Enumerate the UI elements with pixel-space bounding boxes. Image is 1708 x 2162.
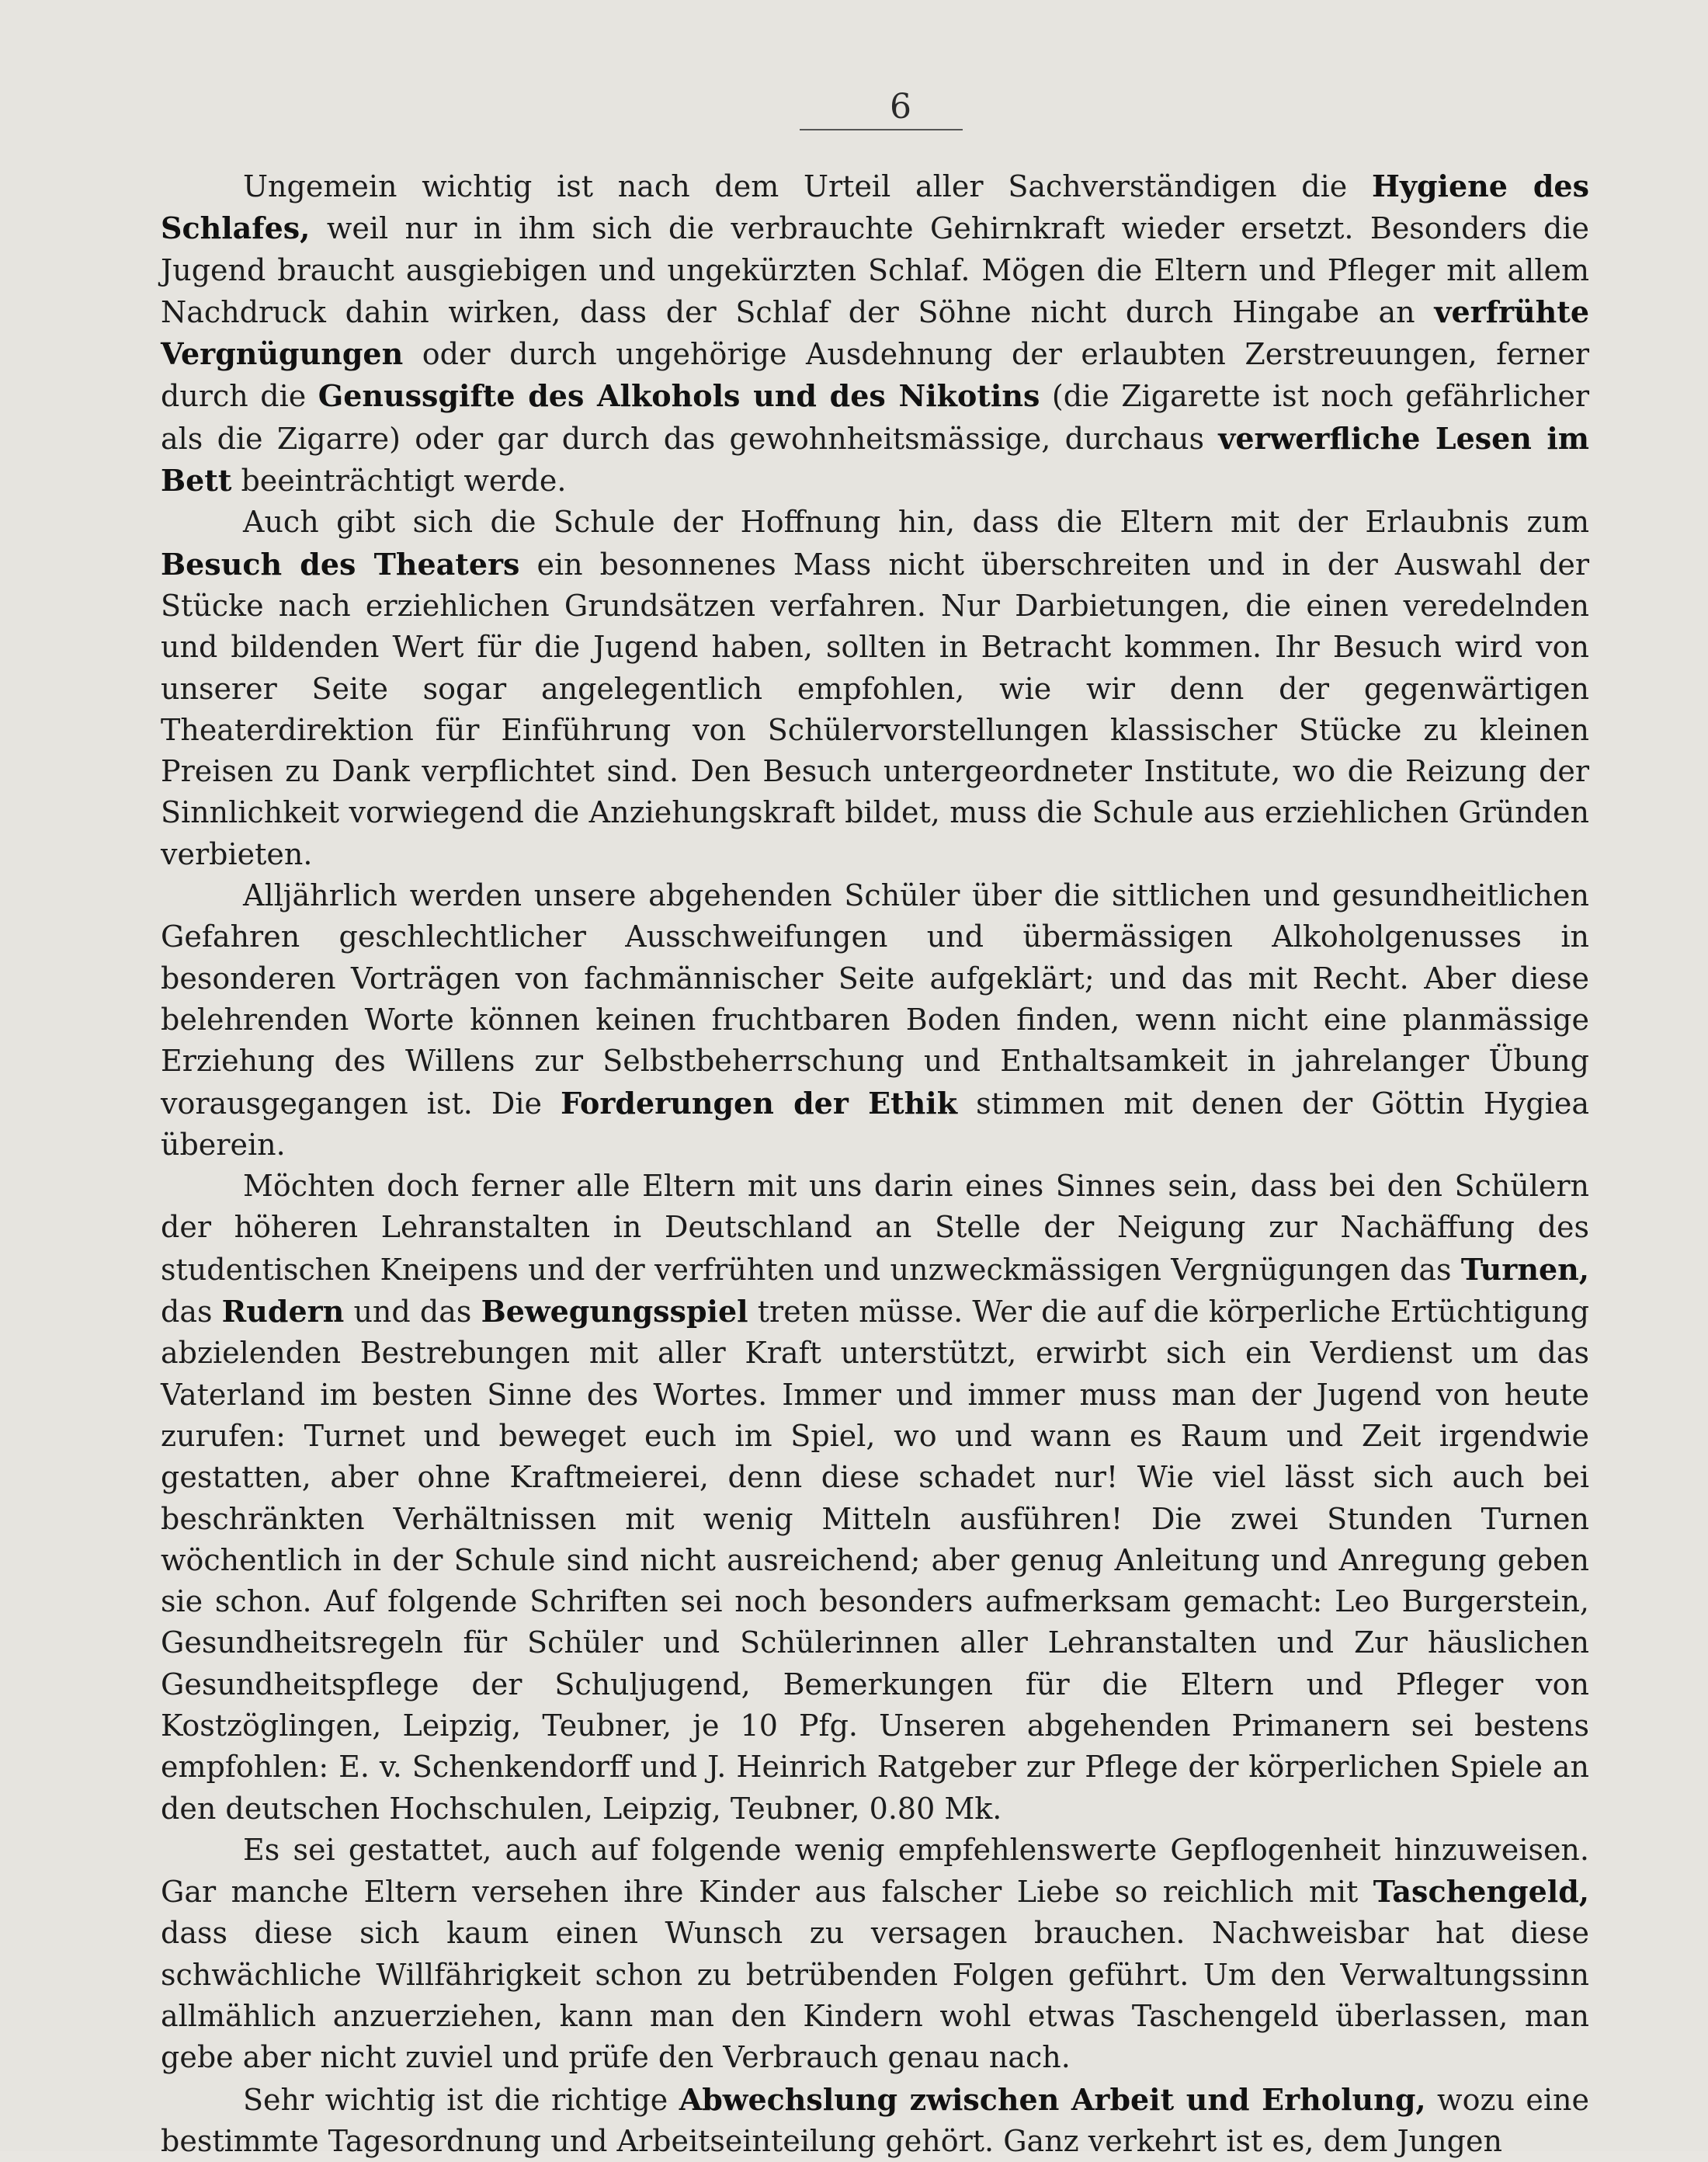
text-run: treten müsse. Wer die auf die körperliche Ertüchtigung abzielenden Bestrebungen mit aller Kraft unterstützt, erwirbt sich ein Verdienst um das Vaterland im besten Sinne des Wortes. Immer und immer muss man der Jugend von heute zurufen: Turnet und beweget euch im Spiel, wo und wann es Raum und Zeit irgendwie gestatten, aber ohne Kraftmeierei, denn diese schadet nur! Wie viel lässt sich auch bei beschränkten Verhältnissen mit wenig Mitteln ausführen! Die zwei Stunden Turnen wöchentlich in der Schule sind nicht ausreichend; aber genug Anleitung und Anregung geben sie schon. Auf folgende Schriften sei noch besonders aufmerksam gemacht: Leo Burgerstein, Gesundheitsregeln für Schüler und Schülerinnen aller Lehranstalten und Zur häuslichen Gesundheitspflege der Schuljugend, Bemerkungen für die Eltern und Pfleger von Kostzöglingen, Leipzig, Teubner, je 10 Pfg. Unseren abgehenden Primanern sei bestens empfohlen: E. v. Schenkendorff und J. Heinrich Ratgeber zur Pflege der körperlichen Spiele an den deutschen Hochschulen, Leipzig, Teubner, 0.80 Mk.	[161, 1295, 1589, 1826]
text-run: (die Zigarette ist noch gefährlicher als die Zigarre) oder gar durch das gewohnheitsmässige, durchaus	[161, 379, 1589, 456]
emphasized-text: verfrühte Vergnügungen	[161, 294, 1589, 372]
body-text	[161, 165, 1589, 2162]
text-run: Ungemein wichtig ist nach dem Urteil aller Sachverständigen die	[243, 169, 1372, 203]
paragraph	[161, 2079, 1589, 2162]
emphasized-text: Turnen,	[1460, 1251, 1589, 1287]
text-run: dass diese sich kaum einen Wunsch zu versagen brauchen. Nachweisbar hat diese schwächliche Willfährigkeit schon zu betrübenden Folgen geführt. Um den Verwaltungssinn allmählich anzuerziehen, kann man den Kindern wohl etwas Taschengeld überlassen, man gebe aber nicht zuviel und prüfe den Verbrauch genau nach.	[161, 1916, 1589, 2075]
emphasized-text: Genussgifte des Alkohols und des Nikotins	[318, 378, 1040, 414]
text-run: beeinträchtigt werde.	[231, 464, 567, 499]
emphasized-text: Taschengeld,	[1373, 1874, 1589, 1910]
page-number-rule	[800, 129, 963, 130]
paragraph	[161, 875, 1589, 1166]
emphasized-text: Hygiene des Schlafes,	[161, 169, 1589, 246]
paragraph	[161, 1830, 1589, 2079]
text-run: Möchten doch ferner alle Eltern mit uns darin eines Sinnes sein, dass bei den Schülern der höheren Lehranstalten in Deutschland an Stelle der Neigung zur Nachäffung des studentischen Kneipens und der verfrühten und unzweckmässigen Vergnügungen das	[161, 1169, 1589, 1287]
emphasized-text: Forderungen der Ethik	[561, 1085, 958, 1121]
text-run: ein besonnenes Mass nicht überschreiten und in der Auswahl der Stücke nach erziehlichen Grundsätzen verfahren. Nur Darbietungen, die einen veredelnden und bildenden Wert für die Jugend haben, sollten in Betracht kommen. Ihr Besuch wird von unserer Seite sogar angelegentlich empfohlen, wie wir denn der gegenwärtigen Theaterdirektion für Einführung von Schülervorstellungen klassischer Stücke zu kleinen Preisen zu Dank verpflichtet sind. Den Besuch untergeordneter Institute, wo die Reizung der Sinnlichkeit vorwiegend die Anziehungskraft bildet, muss die Schule aus erziehlichen Gründen verbieten.	[161, 547, 1590, 871]
emphasized-text: Bewegungsspiel	[481, 1294, 748, 1330]
paragraph	[161, 165, 1589, 502]
text-run: Sehr wichtig ist die richtige	[243, 2082, 679, 2117]
emphasized-text: verwerfliche Lesen im Bett	[161, 420, 1590, 499]
text-run: und das	[344, 1295, 481, 1330]
emphasized-text: Rudern	[221, 1294, 345, 1330]
text-run: Es sei gestattet, auch auf folgende wenig empfehlenswerte Gepflogenheit hinzuweisen. Gar manche Eltern versehen ihre Kinder aus falscher Liebe so reichlich mit	[161, 1832, 1589, 1910]
text-run: das	[161, 1295, 222, 1330]
text-run: Auch gibt sich die Schule der Hoffnung hin, dass die Eltern mit der Erlaubnis zum	[243, 505, 1589, 540]
text-run: wozu eine bestimmte Tagesordnung und Arbeitseinteilung gehört. Ganz verkehrt ist es, dem Jungen	[161, 2082, 1589, 2158]
text-run: weil nur in ihm sich die verbrauchte Gehirnkraft wieder ersetzt. Besonders die Jugend braucht ausgiebigen und ungekürzten Schlaf. Mögen die Eltern und Pfleger mit allem Nachdruck dahin wirken, dass der Schlaf der Söhne nicht durch Hingabe an	[161, 211, 1589, 329]
paragraph	[161, 502, 1589, 875]
text-run: Alljährlich werden unsere abgehenden Schüler über die sittlichen und gesundheitlichen Gefahren geschlechtlicher Ausschweifungen und übermässigen Alkoholgenusses in besonderen Vorträgen von fachmännischer Seite aufgeklärt; und das mit Recht. Aber diese belehrenden Worte können keinen fruchtbaren Boden finden, wenn nicht eine planmässige Erziehung des Willens zur Selbstbeherrschung und Enthaltsamkeit in jahrelanger Übung vorausgegangen ist. Die	[161, 878, 1589, 1121]
page-number: 6	[890, 87, 911, 127]
text-run: stimmen mit denen der Göttin Hygiea überein.	[161, 1086, 1589, 1162]
emphasized-text: Abwechslung zwischen Arbeit und Erholung,	[679, 2081, 1426, 2117]
paragraph	[161, 1166, 1589, 1830]
text-run: oder durch ungehörige Ausdehnung der erlaubten Zerstreuungen, ferner durch die	[161, 337, 1589, 414]
emphasized-text: Besuch des Theaters	[161, 546, 520, 582]
